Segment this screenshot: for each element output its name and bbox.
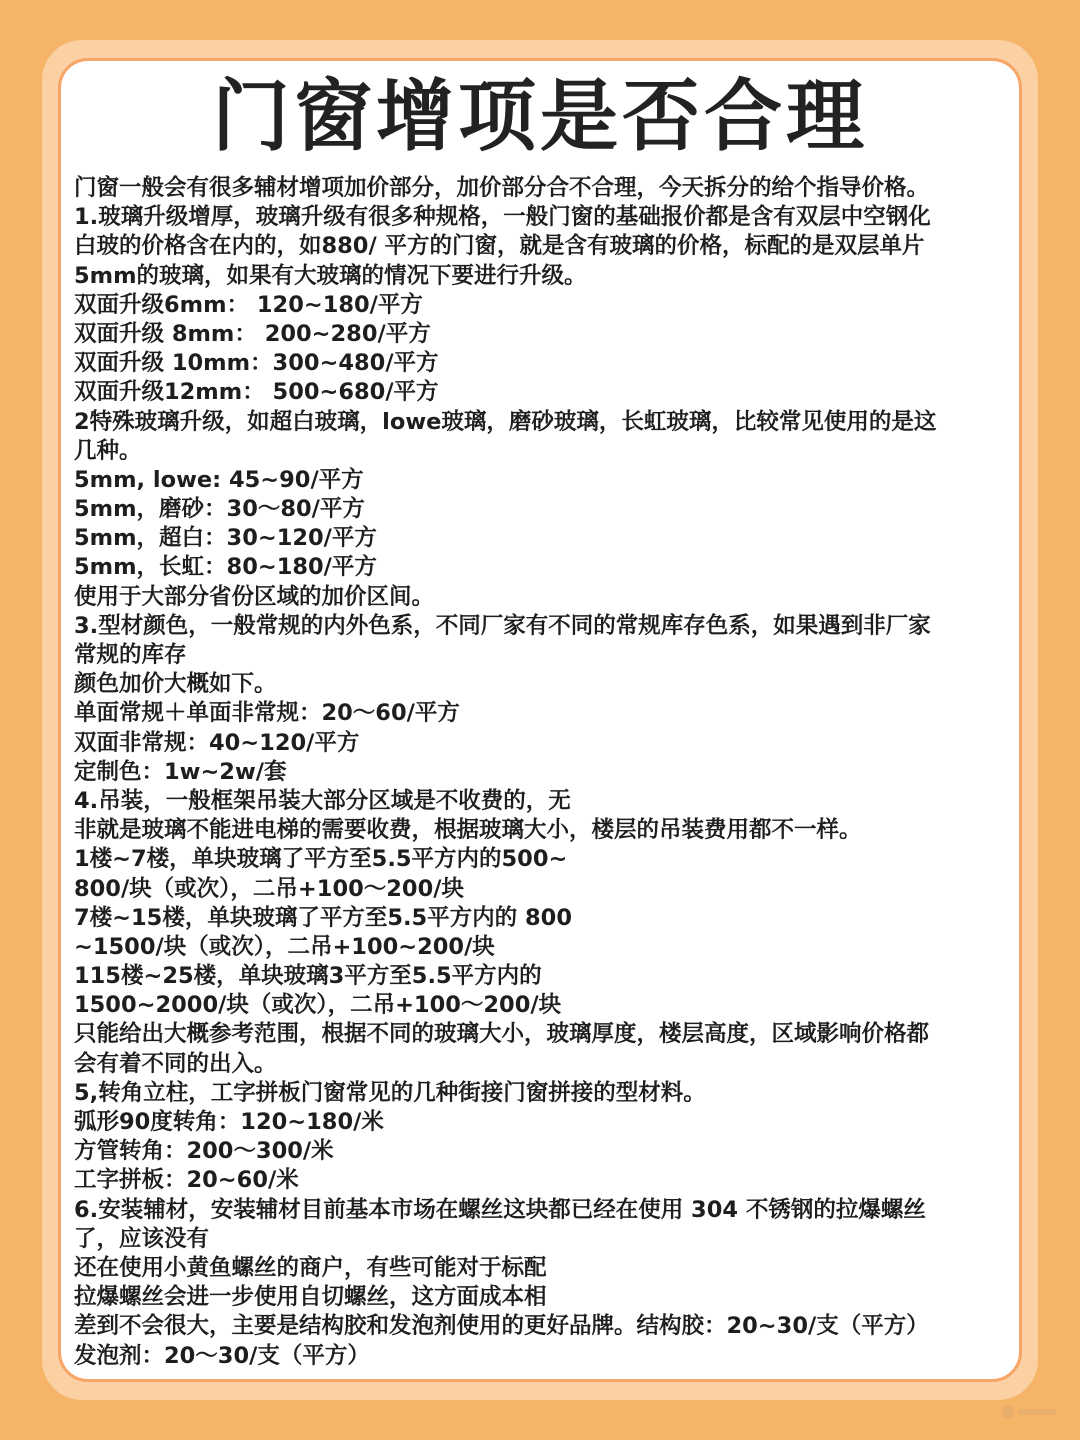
text-line: 5mm，超白：30~120/平方 bbox=[74, 525, 377, 552]
text-line: 非就是玻璃不能进电梯的需要收费，根据玻璃大小，楼层的吊装费用都不一样。 bbox=[74, 817, 862, 844]
text-line: 5,转角立柱，工字拼板门窗常见的几种街接门窗拼接的型材料。 bbox=[74, 1079, 706, 1106]
text-line: 了，应该没有 bbox=[74, 1225, 210, 1252]
text-line: 5mm，磨砂：30～80/平方 bbox=[74, 496, 365, 523]
text-line: 2特殊玻璃升级，如超白玻璃，lowe玻璃，磨砂玻璃，长虹玻璃，比较常见使用的是这 bbox=[74, 408, 937, 435]
text-line: 800/块（或次），二吊+100～200/块 bbox=[74, 875, 464, 902]
text-line: 双面升级 10mm：300~480/平方 bbox=[74, 350, 439, 377]
text-line: 7楼~15楼，单块玻璃了平方至5.5平方内的 800 bbox=[74, 904, 572, 931]
text-line: 常规的库存 bbox=[74, 642, 187, 668]
text-line: 方管转角：200～300/米 bbox=[74, 1138, 334, 1165]
text-line: 会有着不同的出入。 bbox=[74, 1050, 277, 1077]
text-line: 5mm, lowe: 45~90/平方 bbox=[74, 466, 364, 493]
text-line: 4.吊装，一般框架吊装大部分区域是不收费的，无 bbox=[74, 787, 571, 814]
text-line: 几种。 bbox=[74, 437, 142, 464]
text-line: 门窗一般会有很多辅材增项加价部分，加价部分合不合理，今天拆分的给个指导价格。 bbox=[74, 175, 930, 201]
text-line: 还在使用小黄鱼螺丝的商户，有些可能对于标配 bbox=[74, 1254, 547, 1281]
watermark-icon bbox=[1000, 1402, 1060, 1422]
page-title: 门窗增项是否合理 bbox=[211, 72, 868, 162]
text-line: ~1500/块（或次），二吊+100~200/块 bbox=[74, 933, 495, 960]
text-line: 5mm的玻璃，如果有大玻璃的情况下要进行升级。 bbox=[74, 262, 587, 289]
text-line: 115楼~25楼，单块玻璃3平方至5.5平方内的 bbox=[74, 963, 542, 990]
text-line: 1楼~7楼，单块玻璃了平方至5.5平方内的500~ bbox=[74, 846, 568, 873]
text-line: 工字拼板：20~60/米 bbox=[74, 1167, 299, 1194]
text-line: 弧形90度转角：120~180/米 bbox=[74, 1109, 384, 1135]
text-line: 单面常规＋单面非常规：20～60/平方 bbox=[74, 700, 460, 727]
text-line: 发泡剂：20～30/支（平方） bbox=[74, 1342, 370, 1369]
text-line: 6.安装辅材，安装辅材目前基本市场在螺丝这块都已经在使用 304 不锈钢的拉爆螺丝 bbox=[74, 1196, 926, 1223]
text-line: 定制色：1w~2w/套 bbox=[74, 758, 287, 785]
text-line: 差到不会很大，主要是结构胶和发泡剂使用的更好品牌。结构胶：20~30/支（平方） bbox=[74, 1313, 929, 1340]
text-line: 双面升级6mm： 120~180/平方 bbox=[74, 291, 423, 318]
text-line: 使用于大部分省份区域的加价区间。 bbox=[74, 583, 435, 610]
text-line: 颜色加价大概如下。 bbox=[74, 671, 277, 698]
text-line: 拉爆螺丝会进一步使用自切螺丝，这方面成本相 bbox=[74, 1284, 547, 1311]
text-line: 1.玻璃升级增厚，玻璃升级有很多种规格，一般门窗的基础报价都是含有双层中空钢化 bbox=[74, 204, 931, 231]
text-line: 双面升级 8mm： 200~280/平方 bbox=[74, 320, 431, 347]
text-line: 1500~2000/块（或次），二吊+100～200/块 bbox=[74, 992, 562, 1019]
text-line: 双面升级12mm： 500~680/平方 bbox=[74, 379, 439, 406]
text-line: 只能给出大概参考范围，根据不同的玻璃大小，玻璃厚度，楼层高度，区域影响价格都 bbox=[74, 1021, 930, 1048]
text-line: 白玻的价格含在内的，如880/ 平方的门窗，就是含有玻璃的价格，标配的是双层单片 bbox=[74, 233, 925, 260]
text-line: 3.型材颜色，一般常规的内外色系，不同厂家有不同的常规库存色系，如果遇到非厂家 bbox=[74, 612, 931, 639]
content-list bbox=[74, 174, 1014, 1371]
text-line: 双面非常规：40~120/平方 bbox=[74, 729, 360, 756]
text-line: 5mm，长虹：80~180/平方 bbox=[74, 554, 377, 581]
